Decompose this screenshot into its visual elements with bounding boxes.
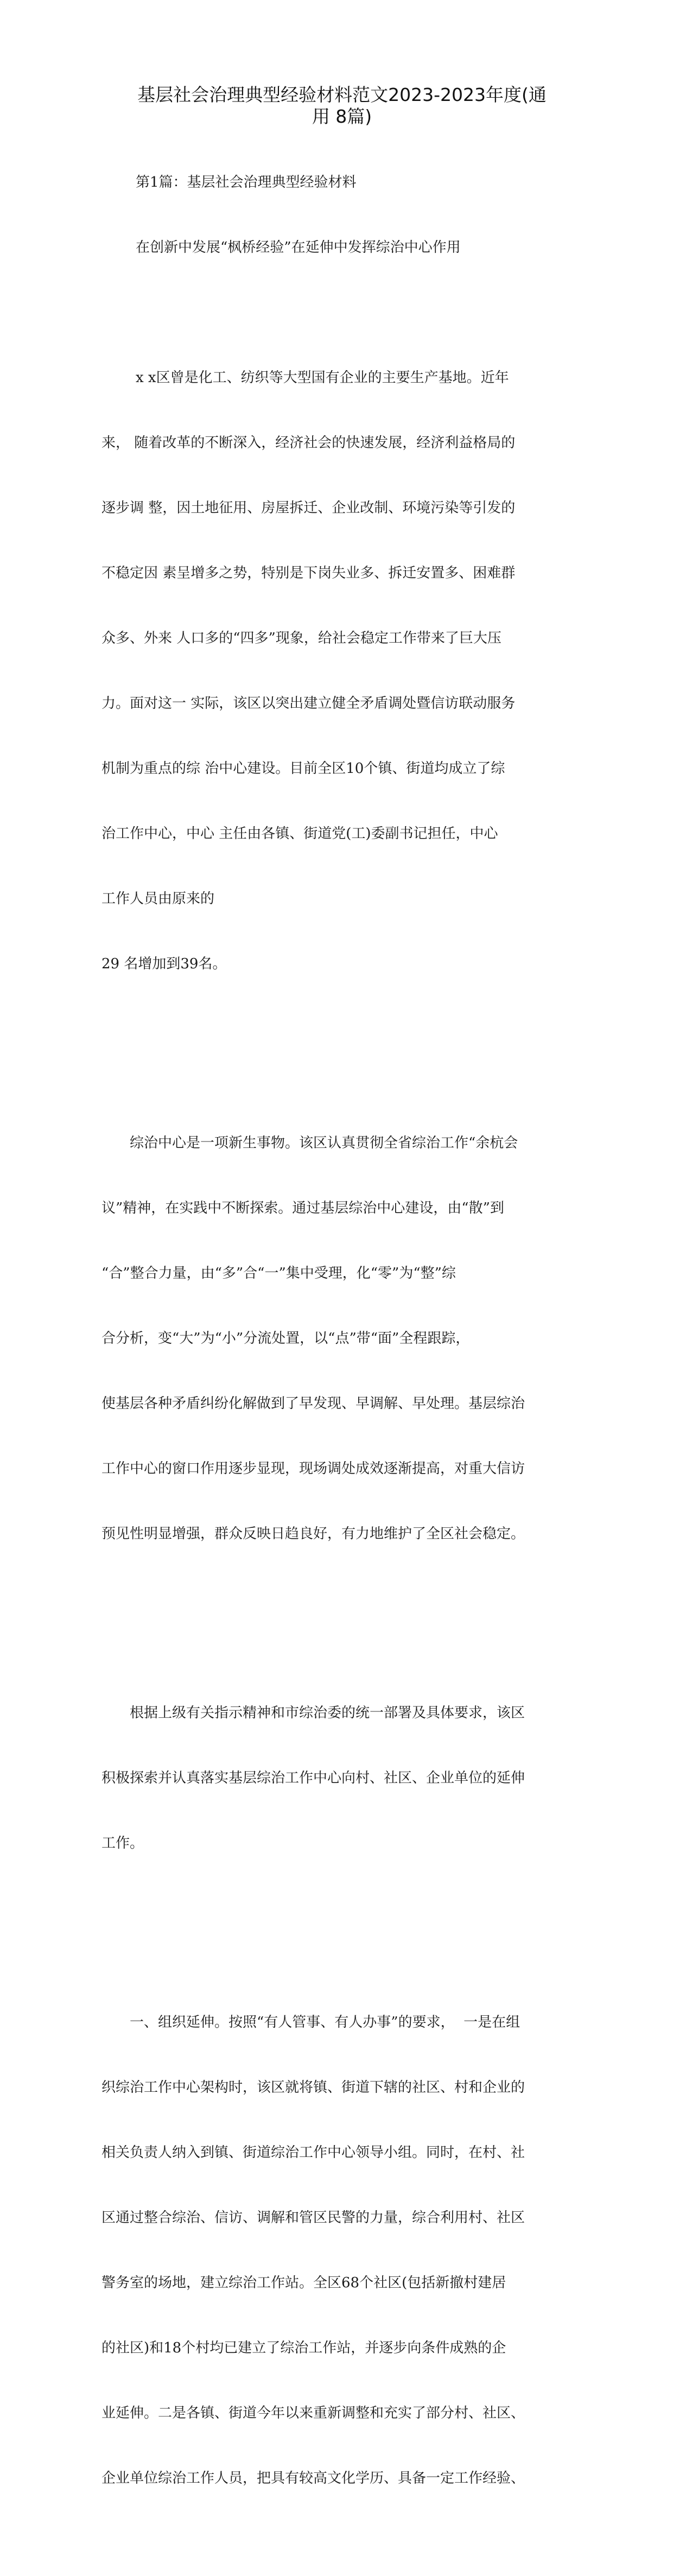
paragraph-3 (101, 1659, 573, 1898)
paragraph-line: 工作人员由原来的 (101, 891, 215, 907)
paragraph-4 (101, 1968, 573, 2533)
paragraph-line: 力。面对这一 实际，该区以突出建立健全矛盾调处暨信访联动服务 (101, 695, 516, 712)
document-body (101, 128, 573, 2576)
subheading: 第1篇：基层社会治理典型经验材料 (136, 174, 357, 191)
paragraph-line: 来， 随着改革的不断深入，经济社会的快速发展，经济利益格局的 (101, 435, 516, 451)
paragraph-line: 工作。 (101, 1835, 144, 1851)
section-title: 在创新中发展“枫桥经验”在延伸中发挥综治中心作用 (136, 239, 461, 256)
paragraph-line: 议”精神，在实践中不断探索。通过基层综治中心建设，由“散”到 (101, 1200, 504, 1216)
paragraph-line: 织综治工作中心架构时，该区就将镇、街道下辖的社区、村和企业的 (101, 2079, 525, 2096)
paragraph-line: 根据上级有关指示精神和市综治委的统一部署及具体要求，该区 (130, 1705, 525, 1721)
paragraph-line: x x区曾是化工、纺织等大型国有企业的主要生产基地。近年 (136, 370, 509, 386)
paragraph-line: 业延伸。二是各镇、街道今年以来重新调整和充实了部分村、社区、 (101, 2405, 525, 2421)
paragraph-line: 不稳定因 素呈增多之势，特别是下岗失业多、拆迁安置多、困难群 (101, 565, 516, 581)
paragraph-line: 预见性明显增强，群众反映日趋良好，有力地维护了全区社会稳定。 (101, 1526, 525, 1542)
paragraph-line: 警务室的场地，建立综治工作站。全区68个社区(包括新撤村建居 (101, 2275, 506, 2291)
title-line: 用 8篇) (312, 106, 372, 127)
paragraph-line: 相关负责人纳入到镇、街道综治工作中心领导小组。同时，在村、社 (101, 2144, 525, 2161)
paragraph-line: 区通过整合综治、信访、调解和管区民警的力量，综合利用村、社区 (101, 2210, 525, 2226)
paragraph-line: 逐步调 整，因土地征用、房屋拆迁、企业改制、环境污染等引发的 (101, 500, 516, 516)
paragraph-line: 一、组织延伸。按照“有人管事、有人办事”的要求， 一是在组 (130, 2014, 520, 2031)
paragraph-line: 众多、外来 人口多的“四多”现象，给社会稳定工作带来了巨大压 (101, 630, 501, 646)
paragraph-line: 工作中心的窗口作用逐步显现，现场调处成效逐渐提高，对重大信访 (101, 1461, 525, 1477)
paragraph-2 (101, 1089, 573, 1588)
paragraph-line: 合分析，变“大”为“小”分流处置，以“点”带“面”全程跟踪， (101, 1330, 470, 1347)
paragraph-line: 企业单位综治工作人员，把具有较高文化学历、具备一定工作经验、 (101, 2470, 525, 2486)
paragraph-line: 综治中心是一项新生事物。该区认真贯彻全省综治工作“余杭会 (130, 1135, 518, 1151)
paragraph-line: 机制为重点的综 治中心建设。目前全区10个镇、街道均成立了综 (101, 760, 505, 777)
document-title (125, 84, 559, 128)
paragraph-line: 治工作中心，中心 主任由各镇、街道党(工)委副书记担任，中心 (101, 826, 498, 842)
paragraph-line: “合”整合力量，由“多”合“一”集中受理，化“零”为“整”综 (101, 1265, 456, 1281)
paragraph-1 (101, 323, 573, 1018)
paragraph-line: 积极探索并认真落实基层综治工作中心向村、社区、企业单位的延伸 (101, 1770, 525, 1786)
paragraph-line: 29 名增加到39名。 (101, 956, 227, 972)
paragraph-line: 的社区)和18个村均已建立了综治工作站，并逐步向条件成熟的企 (101, 2340, 506, 2356)
paragraph-line: 使基层各种矛盾纠纷化解做到了早发现、早调解、早处理。基层综治 (101, 1395, 525, 1412)
title-line: 基层社会治理典型经验材料范文2023-2023年度(通 (137, 84, 547, 105)
